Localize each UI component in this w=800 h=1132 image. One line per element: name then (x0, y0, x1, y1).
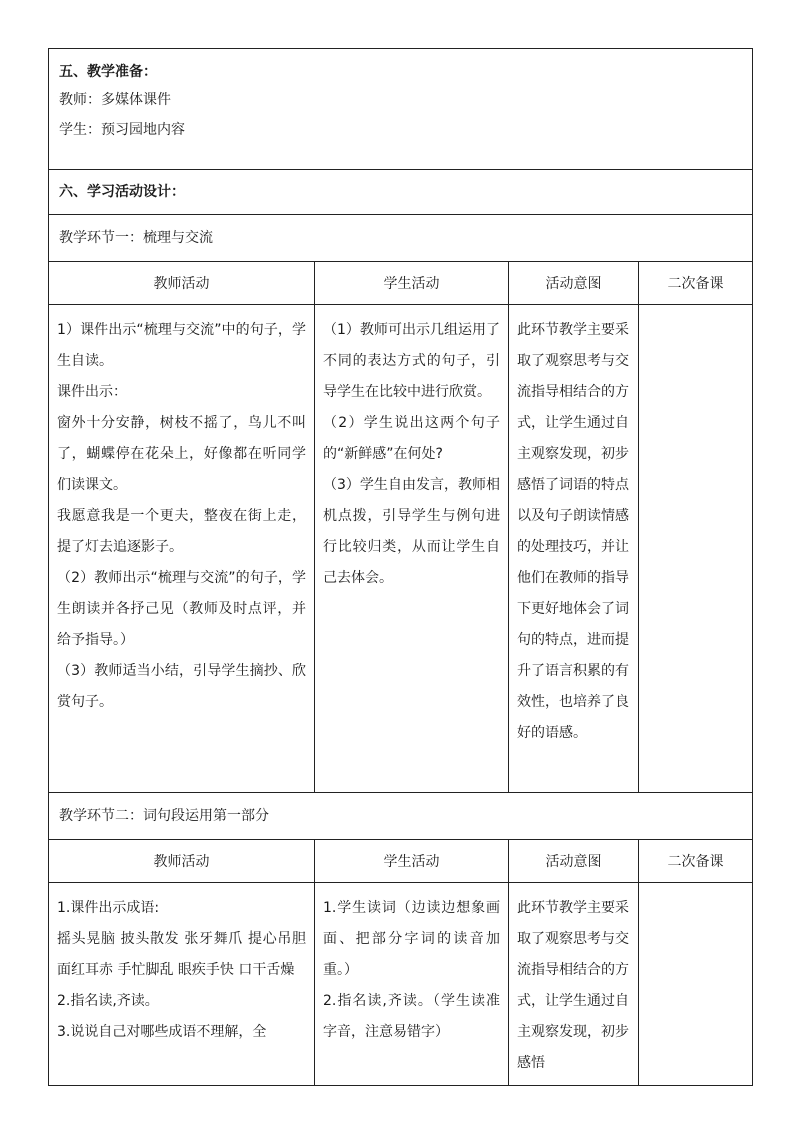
teacher-activity-text: 我愿意我是一个更夫，整夜在街上走，提了灯去追逐影子。 (57, 508, 306, 555)
student-activity-text: 2.指名读,齐读。（学生读准字音，注意易错字） (323, 993, 500, 1040)
section-title: 六、学习活动设计： (59, 184, 185, 200)
second-preparation-cell (639, 883, 753, 1086)
teacher-activity-cell (49, 883, 315, 1086)
teacher-activity-text: 摇头晃脑 披头散发 张牙舞爪 提心吊胆 面红耳赤 手忙脚乱 眼疾手快 口干舌燥 (57, 931, 306, 978)
student-activity-cell (315, 305, 509, 793)
teaching-preparation-section (49, 49, 753, 170)
header-teacher-activity: 教师活动 (49, 840, 315, 883)
segment-1-content-row (49, 305, 753, 793)
teacher-activity-cell (49, 305, 315, 793)
header-student-activity: 学生活动 (315, 840, 509, 883)
student-activity-cell (315, 883, 509, 1086)
lesson-plan-table (48, 48, 753, 1086)
student-activity-text: （1）教师可出示几组运用了不同的表达方式的句子，引导学生在比较中进行欣赏。 (323, 322, 500, 400)
student-preparation: 学生：预习园地内容 (59, 122, 185, 138)
segment-2-content-row (49, 883, 753, 1086)
header-second-preparation: 二次备课 (639, 262, 753, 305)
activity-intent-text: 此环节教学主要采取了观察思考与交流指导相结合的方式，让学生通过自主观察发现，初步感悟 (517, 900, 629, 1071)
header-activity-intent: 活动意图 (509, 840, 639, 883)
teacher-activity-text: 3.说说自己对哪些成语不理解，全 (57, 1024, 267, 1040)
student-activity-text: （3）学生自由发言，教师相机点拨，引导学生与例句进行比较归类，从而让学生自己去体会。 (323, 477, 500, 586)
teacher-preparation: 教师：多媒体课件 (59, 92, 171, 108)
teacher-activity-text: （2）教师出示“梳理与交流”的句子，学生朗读并各抒己见（教师及时点评，并给予指导。） (57, 570, 306, 648)
second-preparation-cell (639, 305, 753, 793)
header-teacher-activity: 教师活动 (49, 262, 315, 305)
segment-2-heading-cell (49, 793, 753, 840)
column-header-row (49, 262, 753, 305)
activity-design-heading-cell (49, 170, 753, 215)
teacher-activity-text: 课件出示： (57, 384, 127, 400)
header-activity-intent: 活动意图 (509, 262, 639, 305)
lesson-plan-document (48, 48, 752, 1086)
teacher-activity-text: 窗外十分安静，树枝不摇了，鸟儿不叫了，蝴蝶停在花朵上，好像都在听同学们读课文。 (57, 415, 306, 493)
column-header-row (49, 840, 753, 883)
segment-title: 教学环节二：词句段运用第一部分 (59, 808, 269, 824)
student-activity-text: 1.学生读词（边读边想象画面、把部分字词的读音加重。） (323, 900, 500, 978)
header-second-preparation: 二次备课 (639, 840, 753, 883)
activity-intent-cell (509, 305, 639, 793)
teacher-activity-text: （3）教师适当小结，引导学生摘抄、欣赏句子。 (57, 663, 306, 710)
header-student-activity: 学生活动 (315, 262, 509, 305)
teacher-activity-text: 1）课件出示“梳理与交流”中的句子，学生自读。 (57, 322, 306, 369)
student-activity-text: （2）学生说出这两个句子的“新鲜感”在何处? (323, 415, 500, 462)
section-title: 五、教学准备： (59, 64, 157, 80)
teacher-activity-text: 2.指名读,齐读。 (57, 993, 159, 1009)
teacher-activity-text: 1.课件出示成语: (57, 900, 160, 916)
segment-title: 教学环节一：梳理与交流 (59, 230, 213, 246)
activity-intent-text: 此环节教学主要采取了观察思考与交流指导相结合的方式，让学生通过自主观察发现，初步感悟了词语的特点以及句子朗读情感的处理技巧，并让他们在教师的指导下更好地体会了词句的特点，进而提升了语言积累的有效性，也培养了良好的语感。 (517, 322, 629, 741)
segment-1-heading-cell (49, 215, 753, 262)
activity-intent-cell (509, 883, 639, 1086)
